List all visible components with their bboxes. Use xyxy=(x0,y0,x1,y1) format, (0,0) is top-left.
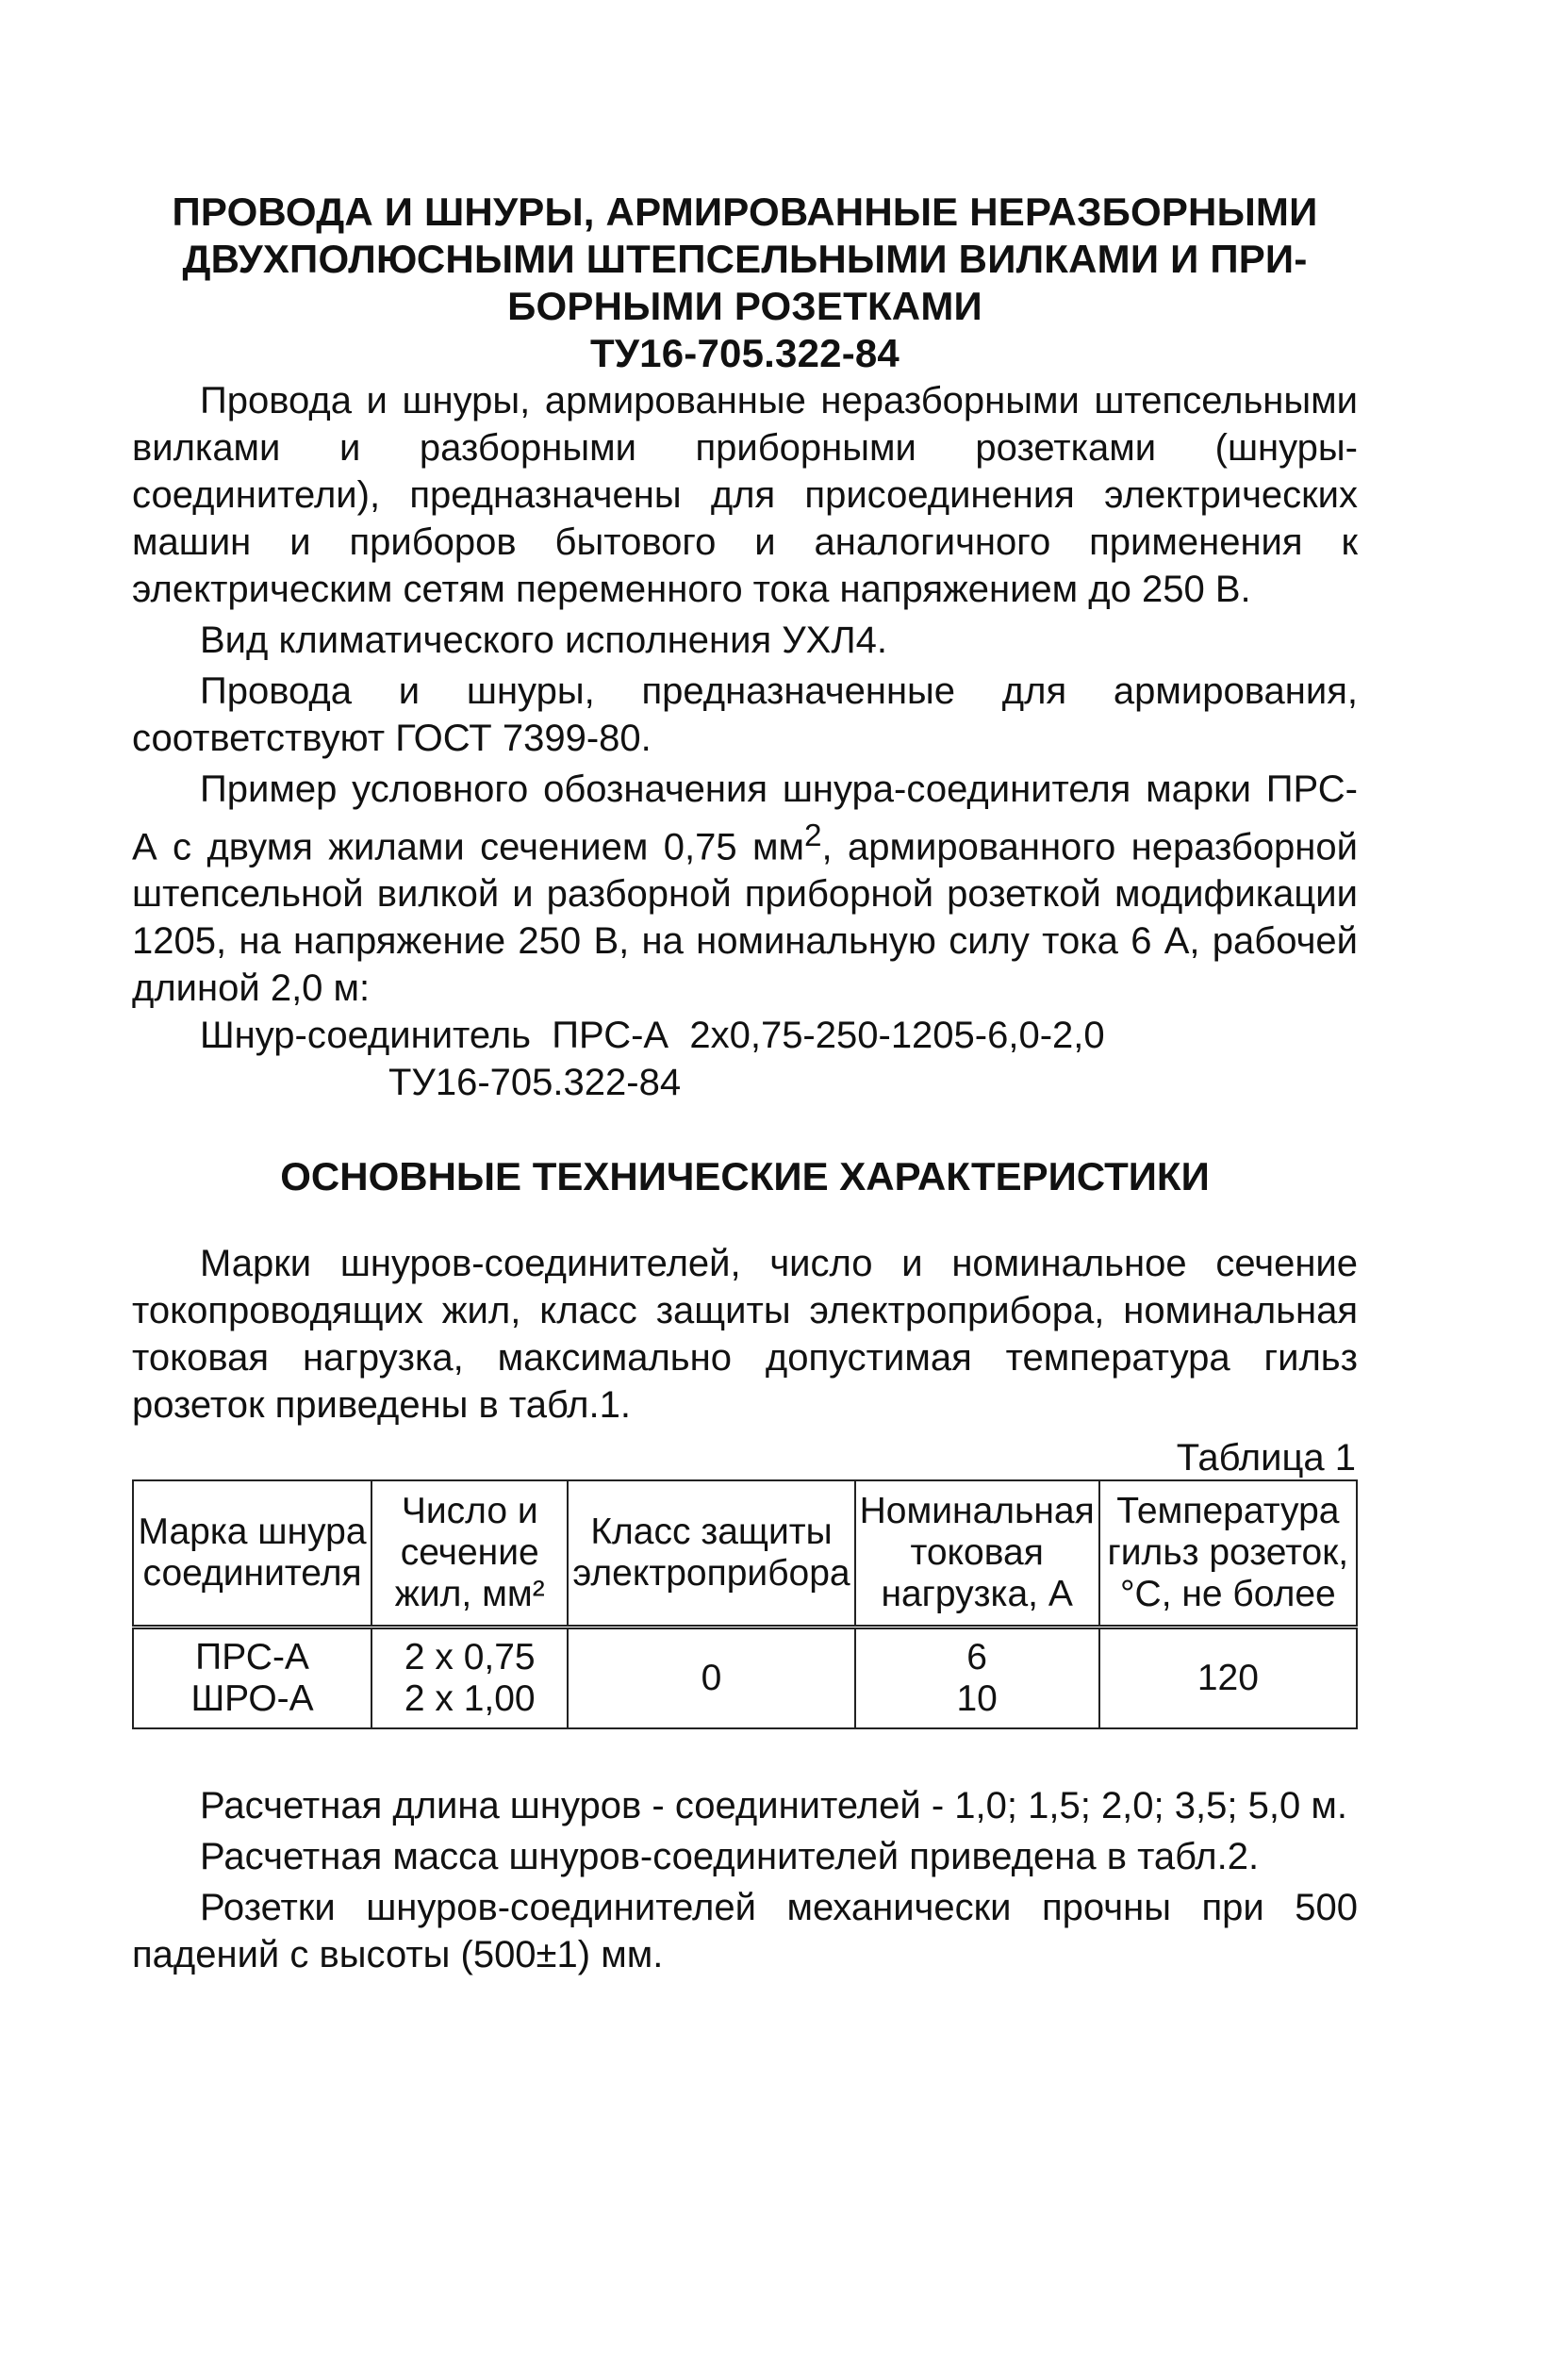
title-line-2: ДВУХПОЛЮСНЫМИ ШТЕПСЕЛЬНЫМИ ВИЛКАМИ И ПРИ- xyxy=(182,237,1308,281)
footer-paragraph-length: Расчетная длина шнуров - соединителей - 1,0; 1,5; 2,0; 3,5; 5,0 м. xyxy=(200,1785,1347,1827)
characteristics-section xyxy=(132,1240,1358,1429)
document-page xyxy=(132,189,1358,1978)
intro-paragraph-purpose: Провода и шнуры, армированные неразборными штепсельными вилками и разборными приборными розетками (шнуры-соединители), предназначены для присоединения электрических машин и приборов бытового и аналогичного применения к электрическим сетям переменного тока напряжением до 250 В. xyxy=(132,380,1358,610)
title-line-1: ПРОВОДА И ШНУРЫ, АРМИРОВАННЫЕ НЕРАЗБОРНЫМИ xyxy=(172,190,1318,234)
title-line-3: БОРНЫМИ РОЗЕТКАМИ xyxy=(507,284,982,328)
cell-load-prs: 6 xyxy=(966,1637,987,1678)
cell-section-prs: 2 х 0,75 xyxy=(404,1637,536,1678)
spec-code: ТУ16-705.322-84 xyxy=(589,331,900,375)
cell-current-loads xyxy=(855,1628,1099,1729)
specs-table xyxy=(132,1479,1358,1729)
header-current-load: Номинальная токовая нагрузка, А xyxy=(855,1480,1099,1628)
header-protection-class: Класс защиты электроприбора xyxy=(568,1480,854,1628)
designation-line-2: ТУ16-705.322-84 xyxy=(388,1062,682,1104)
cell-cores-sections xyxy=(371,1628,568,1729)
intro-paragraph-climate: Вид климатического исполнения УХЛ4. xyxy=(200,620,887,661)
intro-paragraph-example xyxy=(132,766,1358,1012)
header-cores-section: Число и сечение жил, мм² xyxy=(371,1480,568,1628)
example-text-end: , армированного неразборной штепсельной вилкой и разборной приборной розеткой модификации 1205, на напряжение 250 В, на номинальную силу тока 6 А, рабочей длиной 2,0 м: xyxy=(132,826,1358,1010)
designation-line-1: Шнур-соединитель ПРС-А 2х0,75-250-1205-6,0-2,0 xyxy=(200,1015,1105,1057)
designation-example xyxy=(132,1012,1358,1106)
cell-brand-prs: ПРС-А xyxy=(195,1637,309,1678)
cell-section-shro: 2 х 1,00 xyxy=(404,1678,536,1720)
document-title xyxy=(132,189,1358,377)
cell-sleeve-temperature: 120 xyxy=(1099,1628,1357,1729)
footer-paragraph-mass: Расчетная масса шнуров-соединителей приведена в табл.2. xyxy=(200,1836,1260,1878)
intro-section xyxy=(132,377,1358,1106)
section-heading: ОСНОВНЫЕ ТЕХНИЧЕСКИЕ ХАРАКТЕРИСТИКИ xyxy=(280,1154,1210,1199)
characteristics-paragraph: Марки шнуров-соединителей, число и номинальное сечение токопроводящих жил, класс защиты электроприбора, номинальная токовая нагрузка, максимально допустимая температура гильз розеток приведены в табл.1. xyxy=(132,1243,1358,1427)
cell-protection-class: 0 xyxy=(568,1628,854,1729)
cell-brand-shro: ШРО-А xyxy=(190,1678,314,1720)
example-superscript: 2 xyxy=(803,818,822,853)
table-row xyxy=(133,1628,1357,1729)
cell-cord-brands xyxy=(133,1628,371,1729)
header-cord-brand: Марка шнура соединителя xyxy=(133,1480,371,1628)
footer-paragraph-strength: Розетки шнуров-соединителей механически прочны при 500 падений с высоты (500±1) мм. xyxy=(132,1887,1358,1976)
table-caption: Таблица 1 xyxy=(1176,1437,1356,1479)
footer-section xyxy=(132,1782,1358,1978)
header-sleeve-temperature: Температура гильз розеток, °С, не более xyxy=(1099,1480,1357,1628)
table-header-row xyxy=(133,1480,1357,1628)
intro-paragraph-gost: Провода и шнуры, предназначенные для армирования, соответствуют ГОСТ 7399-80. xyxy=(132,670,1358,759)
example-text-start: Пример условного обозначения шнура-соединителя марки ПРС-А с двумя жилами сечением 0,75 мм xyxy=(132,768,1358,868)
cell-load-shro: 10 xyxy=(956,1678,998,1720)
